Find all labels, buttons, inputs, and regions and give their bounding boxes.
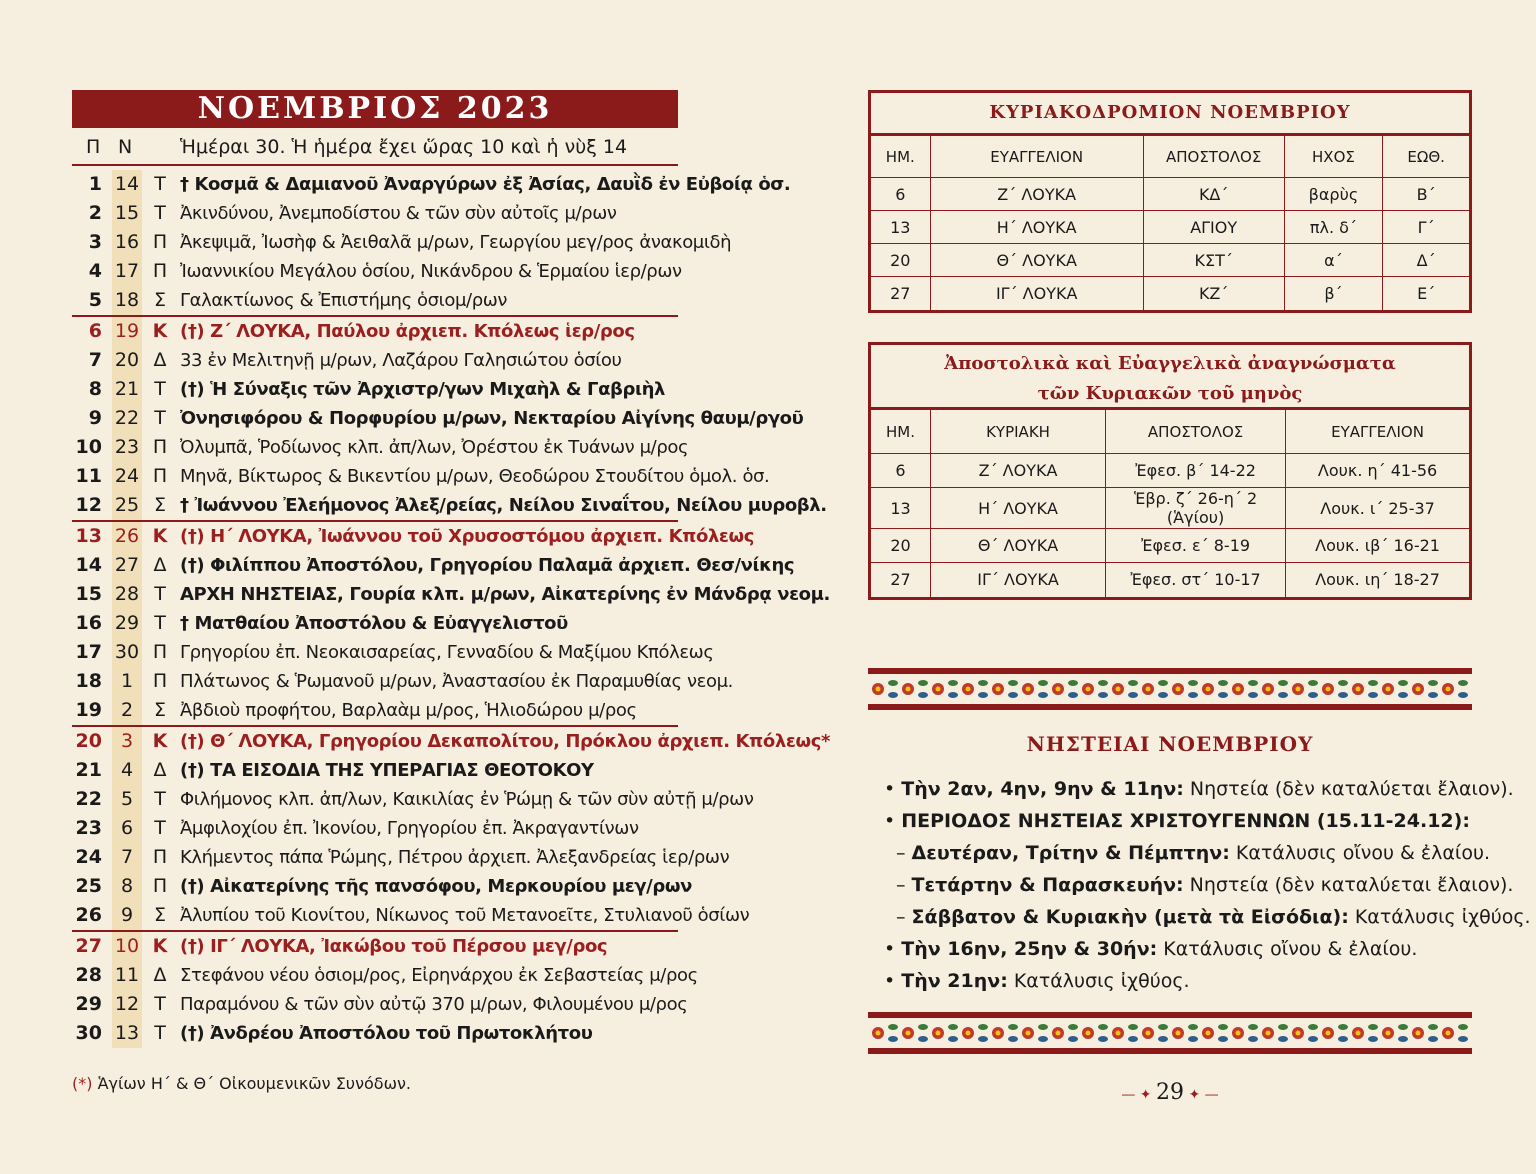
day-number: 18: [75, 670, 102, 692]
readings-table: [868, 342, 1472, 600]
calendar-row: [72, 843, 730, 872]
saints-text: † Ἰωάννου Ἐλεήμονος Ἀλεξ/ρείας, Νείλου Σιναΐτου, Νείλου μυροβλ.: [180, 495, 827, 516]
day-number: 20: [75, 730, 102, 752]
old-calendar-day: 20: [112, 346, 142, 375]
weekday: Σ: [153, 289, 166, 311]
fast-days: ΠΕΡΙΟΔΟΣ ΝΗΣΤΕΙΑΣ ΧΡΙΣΤΟΥΓΕΝΝΩΝ (15.11-24.12):: [901, 810, 1470, 832]
fast-rule: Κατάλυσις ἰχθύος.: [1007, 970, 1190, 992]
fast-line: [884, 778, 1514, 800]
table-row: [871, 211, 1469, 244]
weekday: Π: [152, 260, 168, 282]
calendar-row: [72, 286, 678, 315]
weekday: Π: [152, 846, 168, 868]
table-cell: 13: [871, 488, 930, 529]
day-number: 28: [75, 964, 102, 986]
day-number: 30: [75, 1022, 102, 1044]
day-number: 26: [75, 904, 102, 926]
old-calendar-day: 3: [112, 727, 142, 756]
weekday: Δ: [153, 964, 167, 986]
readings-grid: [871, 409, 1469, 597]
saints-text: (†) Φιλίππου Ἀποστόλου, Γρηγορίου Παλαμᾶ ἀρχιεπ. Θεσ/νίκης: [180, 555, 795, 576]
fast-bullet: •: [884, 778, 902, 800]
day-number: 1: [88, 173, 102, 195]
day-number: 9: [88, 407, 102, 429]
table-cell: 6: [871, 454, 930, 488]
saints-text: Ὀνησιφόρου & Πορφυρίου μ/ρων, Νεκταρίου Αἰγίνης θαυμ/ργοῦ: [180, 408, 804, 429]
fast-line: [884, 938, 1417, 960]
table-cell: Θ΄ ΛΟΥΚΑ: [930, 529, 1105, 563]
table-row: [871, 178, 1469, 211]
old-calendar-day: 7: [112, 843, 142, 872]
weekday: Δ: [153, 349, 167, 371]
saints-text: (†) Ἡ Σύναξις τῶν Ἀρχιστρ/γων Μιχαὴλ & Γαβριὴλ: [180, 379, 666, 400]
saints-text: (†) Ζ΄ ΛΟΥΚΑ, Παύλου ἀρχιεπ. Κπόλεως ἱερ/ρος: [180, 321, 635, 342]
column-header: ΗΜ.: [871, 136, 930, 178]
column-header: ΕΥΑΓΓΕΛΙΟΝ: [1286, 410, 1469, 454]
fast-days: Τὴν 21ην:: [901, 970, 1008, 992]
floral-border-top: [868, 668, 1472, 710]
fast-days: Δευτέραν, Τρίτην & Πέμπτην:: [911, 842, 1230, 864]
table-cell: ΚΖ΄: [1143, 277, 1284, 310]
saints-text: Ἀκινδύνου, Ἀνεμποδίστου & τῶν σὺν αὐτοῖς μ/ρων: [180, 203, 617, 224]
table-header-row: [871, 136, 1469, 178]
fast-line: [884, 970, 1190, 992]
fast-line: [896, 874, 1513, 896]
day-number: 7: [88, 349, 102, 371]
old-calendar-day: 12: [112, 990, 142, 1019]
calendar-row: [72, 551, 795, 580]
calendar-row: [72, 1019, 678, 1048]
saints-text: (†) ΙΓ΄ ΛΟΥΚΑ, Ἰακώβου τοῦ Πέρσου μεγ/ρος: [180, 936, 608, 957]
old-calendar-day: 19: [112, 317, 142, 346]
month-title: ΝΟΕΜΒΡΙΟΣ 2023: [72, 90, 678, 128]
day-number: 29: [75, 993, 102, 1015]
old-calendar-day: 8: [112, 872, 142, 901]
fasts-title: ΝΗΣΤΕΙΑΙ ΝΟΕΜΒΡΙΟΥ: [1026, 732, 1314, 756]
table-cell: 6: [871, 178, 930, 211]
saints-text: Γαλακτίωνος & Ἐπιστήμης ὁσιομ/ρων: [180, 290, 508, 311]
page-number: 29: [1156, 1080, 1184, 1105]
fast-days: Τὴν 16ην, 25ην & 30ήν:: [901, 938, 1158, 960]
table-cell: 27: [871, 563, 930, 597]
old-calendar-day: 16: [112, 228, 142, 257]
table-cell: Θ΄ ΛΟΥΚΑ: [930, 244, 1143, 277]
weekday: Τ: [154, 788, 166, 810]
table-row: [871, 244, 1469, 277]
weekday: Τ: [154, 378, 166, 400]
table-cell: Δ΄: [1383, 244, 1469, 277]
calendar-row: [72, 375, 678, 404]
old-calendar-day: 24: [112, 462, 142, 491]
fast-rule: Νηστεία (δὲν καταλύεται ἔλαιον).: [1183, 874, 1514, 896]
weekday: Τ: [154, 612, 166, 634]
fast-bullet: –: [896, 842, 912, 864]
old-calendar-day: 29: [112, 609, 142, 638]
calendar-row: [72, 961, 698, 990]
weekday: Π: [152, 875, 168, 897]
column-header: ΗΜ.: [871, 410, 930, 454]
table-cell: Ἐφεσ. β΄ 14-22: [1106, 454, 1286, 488]
saints-text: (†) Ἀνδρέου Ἀποστόλου τοῦ Πρωτοκλήτου: [180, 1023, 593, 1044]
calendar-row: [72, 696, 678, 725]
old-calendar-day: 10: [112, 932, 142, 961]
day-number: 27: [75, 935, 102, 957]
table-cell: β΄: [1284, 277, 1383, 310]
column-header: ΗΧΟΣ: [1284, 136, 1383, 178]
day-number: 4: [88, 260, 102, 282]
weekday: Π: [152, 231, 168, 253]
kyriakodromion-table: [868, 90, 1472, 313]
table-cell: 20: [871, 529, 930, 563]
fast-bullet: •: [884, 810, 902, 832]
saints-text: † Κοσμᾶ & Δαμιανοῦ Ἀναργύρων ἐξ Ἀσίας, Δαυῒδ ἐν Εὐβοίᾳ ὁσ.: [180, 174, 791, 195]
table-cell: Β΄: [1383, 178, 1469, 211]
saints-text: Ἀμφιλοχίου ἐπ. Ἰκονίου, Γρηγορίου ἐπ. Ἀκραγαντίνων: [180, 818, 639, 839]
calendar-row: [72, 725, 831, 756]
table-cell: ΑΓΙΟΥ: [1143, 211, 1284, 244]
table-cell: α΄: [1284, 244, 1383, 277]
weekday: Τ: [154, 817, 166, 839]
weekday: Τ: [154, 993, 166, 1015]
old-calendar-day: 1: [112, 667, 142, 696]
table-row: [871, 454, 1469, 488]
table-cell: 27: [871, 277, 930, 310]
calendar-list: [72, 170, 831, 1048]
saints-text: Ὀλυμπᾶ, Ῥοδίωνος κλπ. ἀπ/λων, Ὀρέστου ἐκ Τυάνων μ/ρος: [180, 437, 689, 458]
table-row: [871, 563, 1469, 597]
saints-text: Ἀκεψιμᾶ, Ἰωσὴφ & Ἀειθαλᾶ μ/ρων, Γεωργίου μεγ/ρος ἀνακομιδὴ: [180, 232, 732, 253]
day-number: 2: [88, 202, 102, 224]
kyriakodromion-grid: [871, 135, 1469, 310]
old-calendar-day: 2: [112, 696, 142, 725]
table-cell: 13: [871, 211, 930, 244]
saints-text: † Ματθαίου Ἀποστόλου & Εὐαγγελιστοῦ: [180, 613, 568, 634]
old-calendar-day: 14: [112, 170, 142, 199]
calendar-row: [72, 462, 770, 491]
weekday: Π: [152, 641, 168, 663]
weekday: Τ: [154, 407, 166, 429]
calendar-row: [72, 580, 830, 609]
old-calendar-day: 22: [112, 404, 142, 433]
day-number: 23: [75, 817, 102, 839]
day-number: 21: [75, 759, 102, 781]
table-row: [871, 488, 1469, 529]
saints-text: Κλήμεντος πάπα Ῥώμης, Πέτρου ἀρχιεπ. Ἀλεξανδρείας ἱερ/ρων: [180, 847, 730, 868]
page-number-block: [1100, 1080, 1240, 1105]
weekday: Κ: [152, 320, 168, 342]
weekday: Σ: [153, 494, 166, 516]
old-calendar-day: 25: [112, 491, 142, 520]
column-header: ΚΥΡΙΑΚΗ: [930, 410, 1105, 454]
day-number: 3: [88, 231, 102, 253]
calendar-row: [72, 404, 804, 433]
weekday: Δ: [153, 759, 167, 781]
calendar-row: [72, 199, 678, 228]
saints-text: Φιλήμονος κλπ. ἀπ/λων, Καικιλίας ἐν Ῥώμῃ & τῶν σὺν αὐτῇ μ/ρων: [180, 789, 754, 810]
old-calendar-day: 9: [112, 901, 142, 930]
fast-rule: Κατάλυσις ἰχθύος.: [1348, 906, 1531, 928]
weekday: Κ: [152, 525, 168, 547]
day-number: 6: [88, 320, 102, 342]
old-calendar-day: 5: [112, 785, 142, 814]
fast-days: Τετάρτην & Παρασκευήν:: [911, 874, 1184, 896]
calendar-row: [72, 315, 678, 346]
weekday: Δ: [153, 554, 167, 576]
readings-title: [871, 345, 1469, 409]
old-calendar-day: 15: [112, 199, 142, 228]
footnote-text: Ἁγίων Η΄ & Θ΄ Οἰκουμενικῶν Συνόδων.: [92, 1074, 411, 1093]
weekday: Σ: [153, 699, 166, 721]
fast-line: [884, 810, 1470, 832]
saints-text: Γρηγορίου ἐπ. Νεοκαισαρείας, Γενναδίου & Μαξίμου Κπόλεως: [180, 642, 714, 663]
table-cell: Η΄ ΛΟΥΚΑ: [930, 211, 1143, 244]
table-cell: Λουκ. ιη΄ 18-27: [1286, 563, 1469, 597]
day-number: 13: [75, 525, 102, 547]
table-cell: βαρὺς: [1284, 178, 1383, 211]
old-calendar-day: 11: [112, 961, 142, 990]
column-header: ΕΩΘ.: [1383, 136, 1469, 178]
table-cell: Ε΄: [1383, 277, 1469, 310]
calendar-row: [72, 814, 678, 843]
calendar-row: [72, 756, 678, 785]
day-number: 15: [75, 583, 102, 605]
weekday: Τ: [154, 583, 166, 605]
fast-days: Τὴν 2αν, 4ην, 9ην & 11ην:: [901, 778, 1184, 800]
page-ornament-right-icon: ✦ —: [1184, 1087, 1219, 1103]
old-calendar-day: 6: [112, 814, 142, 843]
fast-line: [896, 842, 1490, 864]
fast-rule: Νηστεία (δὲν καταλύεται ἔλαιον).: [1183, 778, 1514, 800]
table-cell: ΙΓ΄ ΛΟΥΚΑ: [930, 277, 1143, 310]
table-cell: ΚΣΤ΄: [1143, 244, 1284, 277]
month-info: Ἡμέραι 30. Ἡ ἡμέρα ἔχει ὥρας 10 καὶ ἡ νὺξ 14: [180, 136, 628, 158]
calendar-row: [72, 872, 692, 901]
table-cell: Γ΄: [1383, 211, 1469, 244]
day-number: 14: [75, 554, 102, 576]
calendar-row: [72, 990, 688, 1019]
calendar-row: [72, 228, 732, 257]
column-header: ΑΠΟΣΤΟΛΟΣ: [1106, 410, 1286, 454]
readings-title-line1: Ἀποστολικὰ καὶ Εὐαγγελικὰ ἀναγνώσματα: [944, 353, 1396, 374]
weekday: Κ: [152, 730, 168, 752]
old-calendar-day: 23: [112, 433, 142, 462]
calendar-row: [72, 520, 755, 551]
day-number: 12: [75, 494, 102, 516]
table-cell: ΚΔ΄: [1143, 178, 1284, 211]
table-cell: Ἐφεσ. στ΄ 10-17: [1106, 563, 1286, 597]
table-cell: πλ. δ΄: [1284, 211, 1383, 244]
saints-text: 33 ἐν Μελιτηνῇ μ/ρων, Λαζάρου Γαλησιώτου ὁσίου: [180, 350, 622, 371]
calendar-row: [72, 785, 754, 814]
saints-text: Πλάτωνος & Ῥωμανοῦ μ/ρων, Ἀναστασίου ἐκ Παραμυθίας νεομ.: [180, 671, 733, 692]
saints-text: Ἰωαννικίου Μεγάλου ὁσίου, Νικάνδρου & Ἑρμαίου ἱερ/ρων: [180, 261, 682, 282]
saints-text: Ἀλυπίου τοῦ Κιονίτου, Νίκωνος τοῦ Μετανοεῖτε, Στυλιανοῦ ὁσίων: [180, 905, 750, 926]
table-row: [871, 277, 1469, 310]
weekday: Π: [152, 436, 168, 458]
weekday: Τ: [154, 202, 166, 224]
fast-bullet: •: [884, 970, 902, 992]
table-cell: 20: [871, 244, 930, 277]
fast-rule: Κατάλυσις οἴνου & ἐλαίου.: [1229, 842, 1491, 864]
table-cell: Ἑβρ. ζ΄ 26-η΄ 2 (Ἁγίου): [1106, 488, 1286, 529]
weekday: Τ: [154, 173, 166, 195]
day-number: 5: [88, 289, 102, 311]
saints-text: Στεφάνου νέου ὁσιομ/ρος, Εἰρηνάρχου ἐκ Σεβαστείας μ/ρος: [180, 965, 698, 986]
saints-text: Ἀβδιοὺ προφήτου, Βαρλαὰμ μ/ρος, Ἡλιοδώρου μ/ρος: [180, 700, 637, 721]
col-new-calendar: Π: [86, 136, 101, 158]
saints-text: ΑΡΧΗ ΝΗΣΤΕΙΑΣ, Γουρία κλπ. μ/ρων, Αἰκατερίνης ἐν Μάνδρᾳ νεομ.: [180, 584, 830, 605]
weekday: Π: [152, 670, 168, 692]
day-number: 16: [75, 612, 102, 634]
day-number: 24: [75, 846, 102, 868]
calendar-row: [72, 638, 714, 667]
old-calendar-day: 27: [112, 551, 142, 580]
day-number: 22: [75, 788, 102, 810]
saints-text: (†) Αἰκατερίνης τῆς πανσόφου, Μερκουρίου μεγ/ρων: [180, 876, 692, 897]
old-calendar-day: 13: [112, 1019, 142, 1048]
saints-text: Παραμόνου & τῶν σὺν αὐτῷ 370 μ/ρων, Φιλουμένου μ/ρος: [180, 994, 688, 1015]
calendar-row: [72, 901, 750, 930]
calendar-row: [72, 491, 827, 520]
table-row: [871, 529, 1469, 563]
day-number: 25: [75, 875, 102, 897]
calendar-row: [72, 346, 678, 375]
table-cell: Ζ΄ ΛΟΥΚΑ: [930, 454, 1105, 488]
weekday: Π: [152, 465, 168, 487]
old-calendar-day: 17: [112, 257, 142, 286]
kyriakodromion-title: ΚΥΡΙΑΚΟΔΡΟΜΙΟΝ ΝΟΕΜΒΡΙΟΥ: [871, 93, 1469, 135]
saints-text: (†) Θ΄ ΛΟΥΚΑ, Γρηγορίου Δεκαπολίτου, Πρόκλου ἀρχιεπ. Κπόλεως*: [180, 731, 831, 752]
saints-text: Μηνᾶ, Βίκτωρος & Βικεντίου μ/ρων, Θεοδώρου Στουδίτου ὁμολ. ὁσ.: [180, 466, 770, 487]
fast-bullet: –: [896, 906, 912, 928]
readings-title-line2: τῶν Κυριακῶν τοῦ μηνὸς: [1037, 383, 1303, 404]
old-calendar-day: 28: [112, 580, 142, 609]
page-ornament-left-icon: — ✦: [1121, 1087, 1156, 1103]
day-number: 10: [75, 436, 102, 458]
table-header-row: [871, 410, 1469, 454]
fast-bullet: •: [884, 938, 902, 960]
column-header: ΕΥΑΓΓΕΛΙΟΝ: [930, 136, 1143, 178]
footnote: [72, 1074, 411, 1093]
old-calendar-day: 30: [112, 638, 142, 667]
floral-border-bottom: [868, 1012, 1472, 1054]
table-cell: Λουκ. η΄ 41-56: [1286, 454, 1469, 488]
table-cell: Η΄ ΛΟΥΚΑ: [930, 488, 1105, 529]
calendar-row: [72, 930, 678, 961]
day-number: 17: [75, 641, 102, 663]
day-number: 19: [75, 699, 102, 721]
calendar-header: [72, 130, 678, 166]
col-old-calendar: Ν: [118, 136, 133, 158]
fast-line: [896, 906, 1531, 928]
column-header: ΑΠΟΣΤΟΛΟΣ: [1143, 136, 1284, 178]
weekday: Σ: [153, 904, 166, 926]
old-calendar-day: 26: [112, 522, 142, 551]
old-calendar-day: 18: [112, 286, 142, 315]
table-cell: Λουκ. ιβ΄ 16-21: [1286, 529, 1469, 563]
calendar-row: [72, 433, 689, 462]
table-cell: Ζ΄ ΛΟΥΚΑ: [930, 178, 1143, 211]
day-number: 11: [75, 465, 102, 487]
day-number: 8: [88, 378, 102, 400]
calendar-row: [72, 667, 733, 696]
table-cell: ΙΓ΄ ΛΟΥΚΑ: [930, 563, 1105, 597]
calendar-row: [72, 609, 678, 638]
table-cell: Ἐφεσ. ε΄ 8-19: [1106, 529, 1286, 563]
saints-text: (†) ΤΑ ΕΙΣΟΔΙΑ ΤΗΣ ΥΠΕΡΑΓΙΑΣ ΘΕΟΤΟΚΟΥ: [180, 760, 594, 781]
calendar-row: [72, 257, 682, 286]
footnote-mark: (*): [72, 1074, 93, 1093]
fast-rule: Κατάλυσις οἴνου & ἐλαίου.: [1157, 938, 1418, 960]
weekday: Κ: [152, 935, 168, 957]
fast-bullet: –: [896, 874, 912, 896]
fast-days: Σάββατον & Κυριακὴν (μετὰ τὰ Εἰσόδια):: [911, 906, 1349, 928]
weekday: Τ: [154, 1022, 166, 1044]
old-calendar-day: 4: [112, 756, 142, 785]
old-calendar-day: 21: [112, 375, 142, 404]
calendar-row: [72, 170, 791, 199]
table-cell: Λουκ. ι΄ 25-37: [1286, 488, 1469, 529]
saints-text: (†) Η΄ ΛΟΥΚΑ, Ἰωάννου τοῦ Χρυσοστόμου ἀρχιεπ. Κπόλεως: [180, 526, 755, 547]
